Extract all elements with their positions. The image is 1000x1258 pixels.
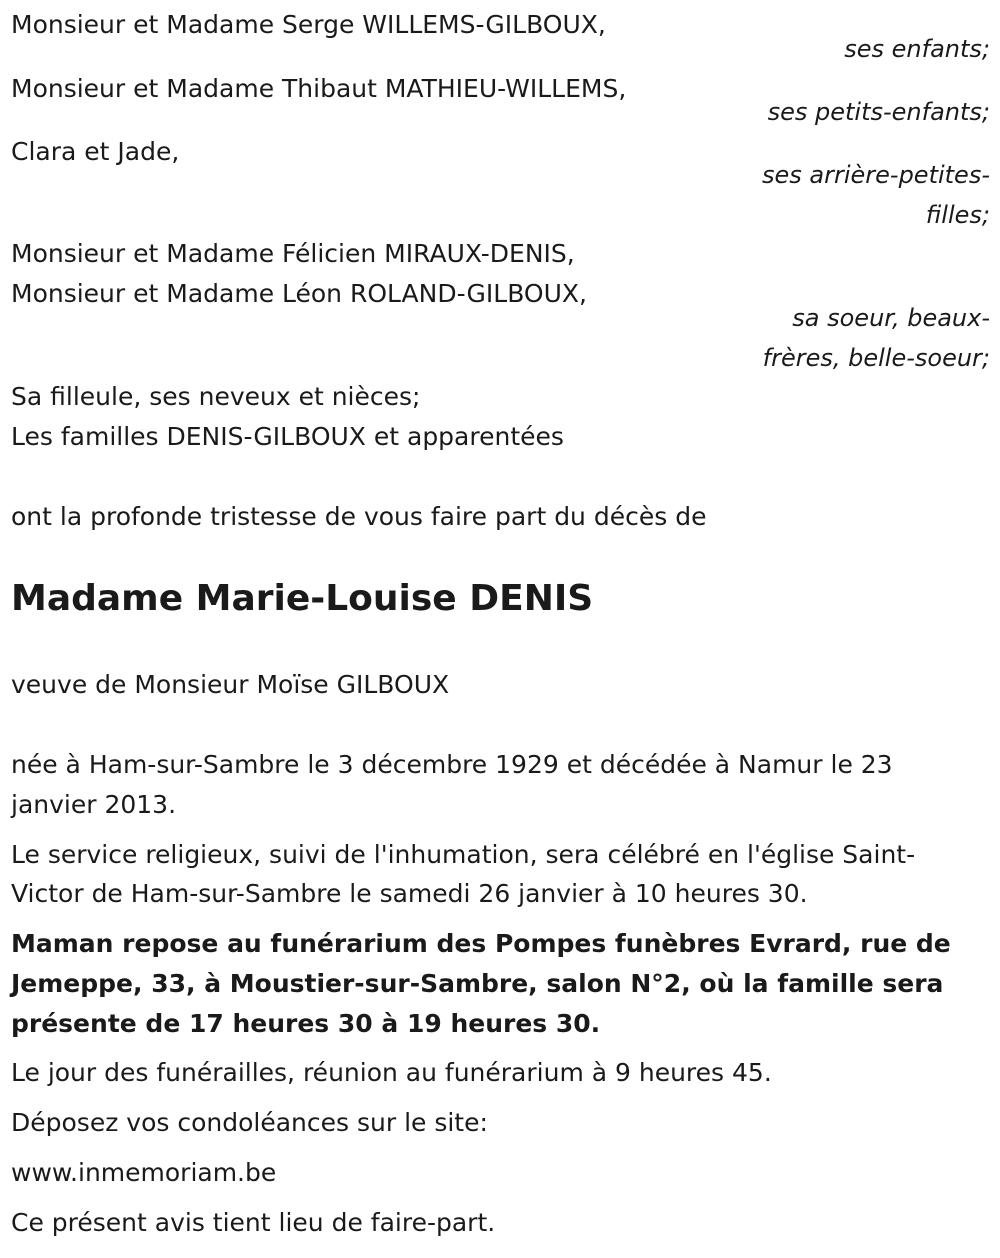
birth-death-line2: janvier 2013. <box>11 790 177 819</box>
widow-of-text: veuve de Monsieur Moïse GILBOUX <box>11 670 450 699</box>
relation-children: ses enfants; <box>844 35 990 63</box>
announcement-text: ont la profonde tristesse de vous faire part du décès de <box>11 502 707 531</box>
funerarium-line3: présente de 17 heures 30 à 19 heures 30. <box>11 1009 601 1038</box>
relation-siblings-line2: frères, belle-soeur; <box>762 344 990 372</box>
footer-text: Ce présent avis tient lieu de faire-part. <box>11 1208 496 1237</box>
relation-siblings-line1: sa soeur, beaux- <box>792 304 990 332</box>
family-line-families: Les familles DENIS-GILBOUX et apparentées <box>11 422 564 451</box>
family-line-godchild: Sa filleule, ses neveux et nièces; <box>11 382 421 411</box>
family-line-brother-in-law: Monsieur et Madame Léon ROLAND-GILBOUX, <box>11 279 587 308</box>
family-line-grandchildren: Monsieur et Madame Thibaut MATHIEU-WILLEMS, <box>11 74 627 103</box>
family-line-great-grandchildren: Clara et Jade, <box>11 137 180 166</box>
relation-great-grandchildren-line2: filles; <box>925 201 990 229</box>
funerarium-line2: Jemeppe, 33, à Moustier-sur-Sambre, salon N°2, où la famille sera <box>11 969 944 998</box>
family-line-children: Monsieur et Madame Serge WILLEMS-GILBOUX, <box>11 10 606 39</box>
funerarium-line1: Maman repose au funérarium des Pompes funèbres Evrard, rue de <box>11 929 951 958</box>
relation-great-grandchildren-line1: ses arrière-petites- <box>762 161 990 189</box>
website-link[interactable]: www.inmemoriam.be <box>11 1158 277 1187</box>
service-line2: Victor de Ham-sur-Sambre le samedi 26 janvier à 10 heures 30. <box>11 879 808 908</box>
deceased-name: Madame Marie-Louise DENIS <box>11 578 594 619</box>
reunion-text: Le jour des funérailles, réunion au funérarium à 9 heures 45. <box>11 1058 772 1087</box>
service-line1: Le service religieux, suivi de l'inhumation, sera célébré en l'église Saint- <box>11 840 916 869</box>
website-line <box>11 1158 276 1188</box>
birth-death-line1: née à Ham-sur-Sambre le 3 décembre 1929 et décédée à Namur le 23 <box>11 750 893 779</box>
family-line-sister: Monsieur et Madame Félicien MIRAUX-DENIS, <box>11 239 575 268</box>
relation-grandchildren: ses petits-enfants; <box>767 98 990 126</box>
condolences-text: Déposez vos condoléances sur le site: <box>11 1108 488 1137</box>
